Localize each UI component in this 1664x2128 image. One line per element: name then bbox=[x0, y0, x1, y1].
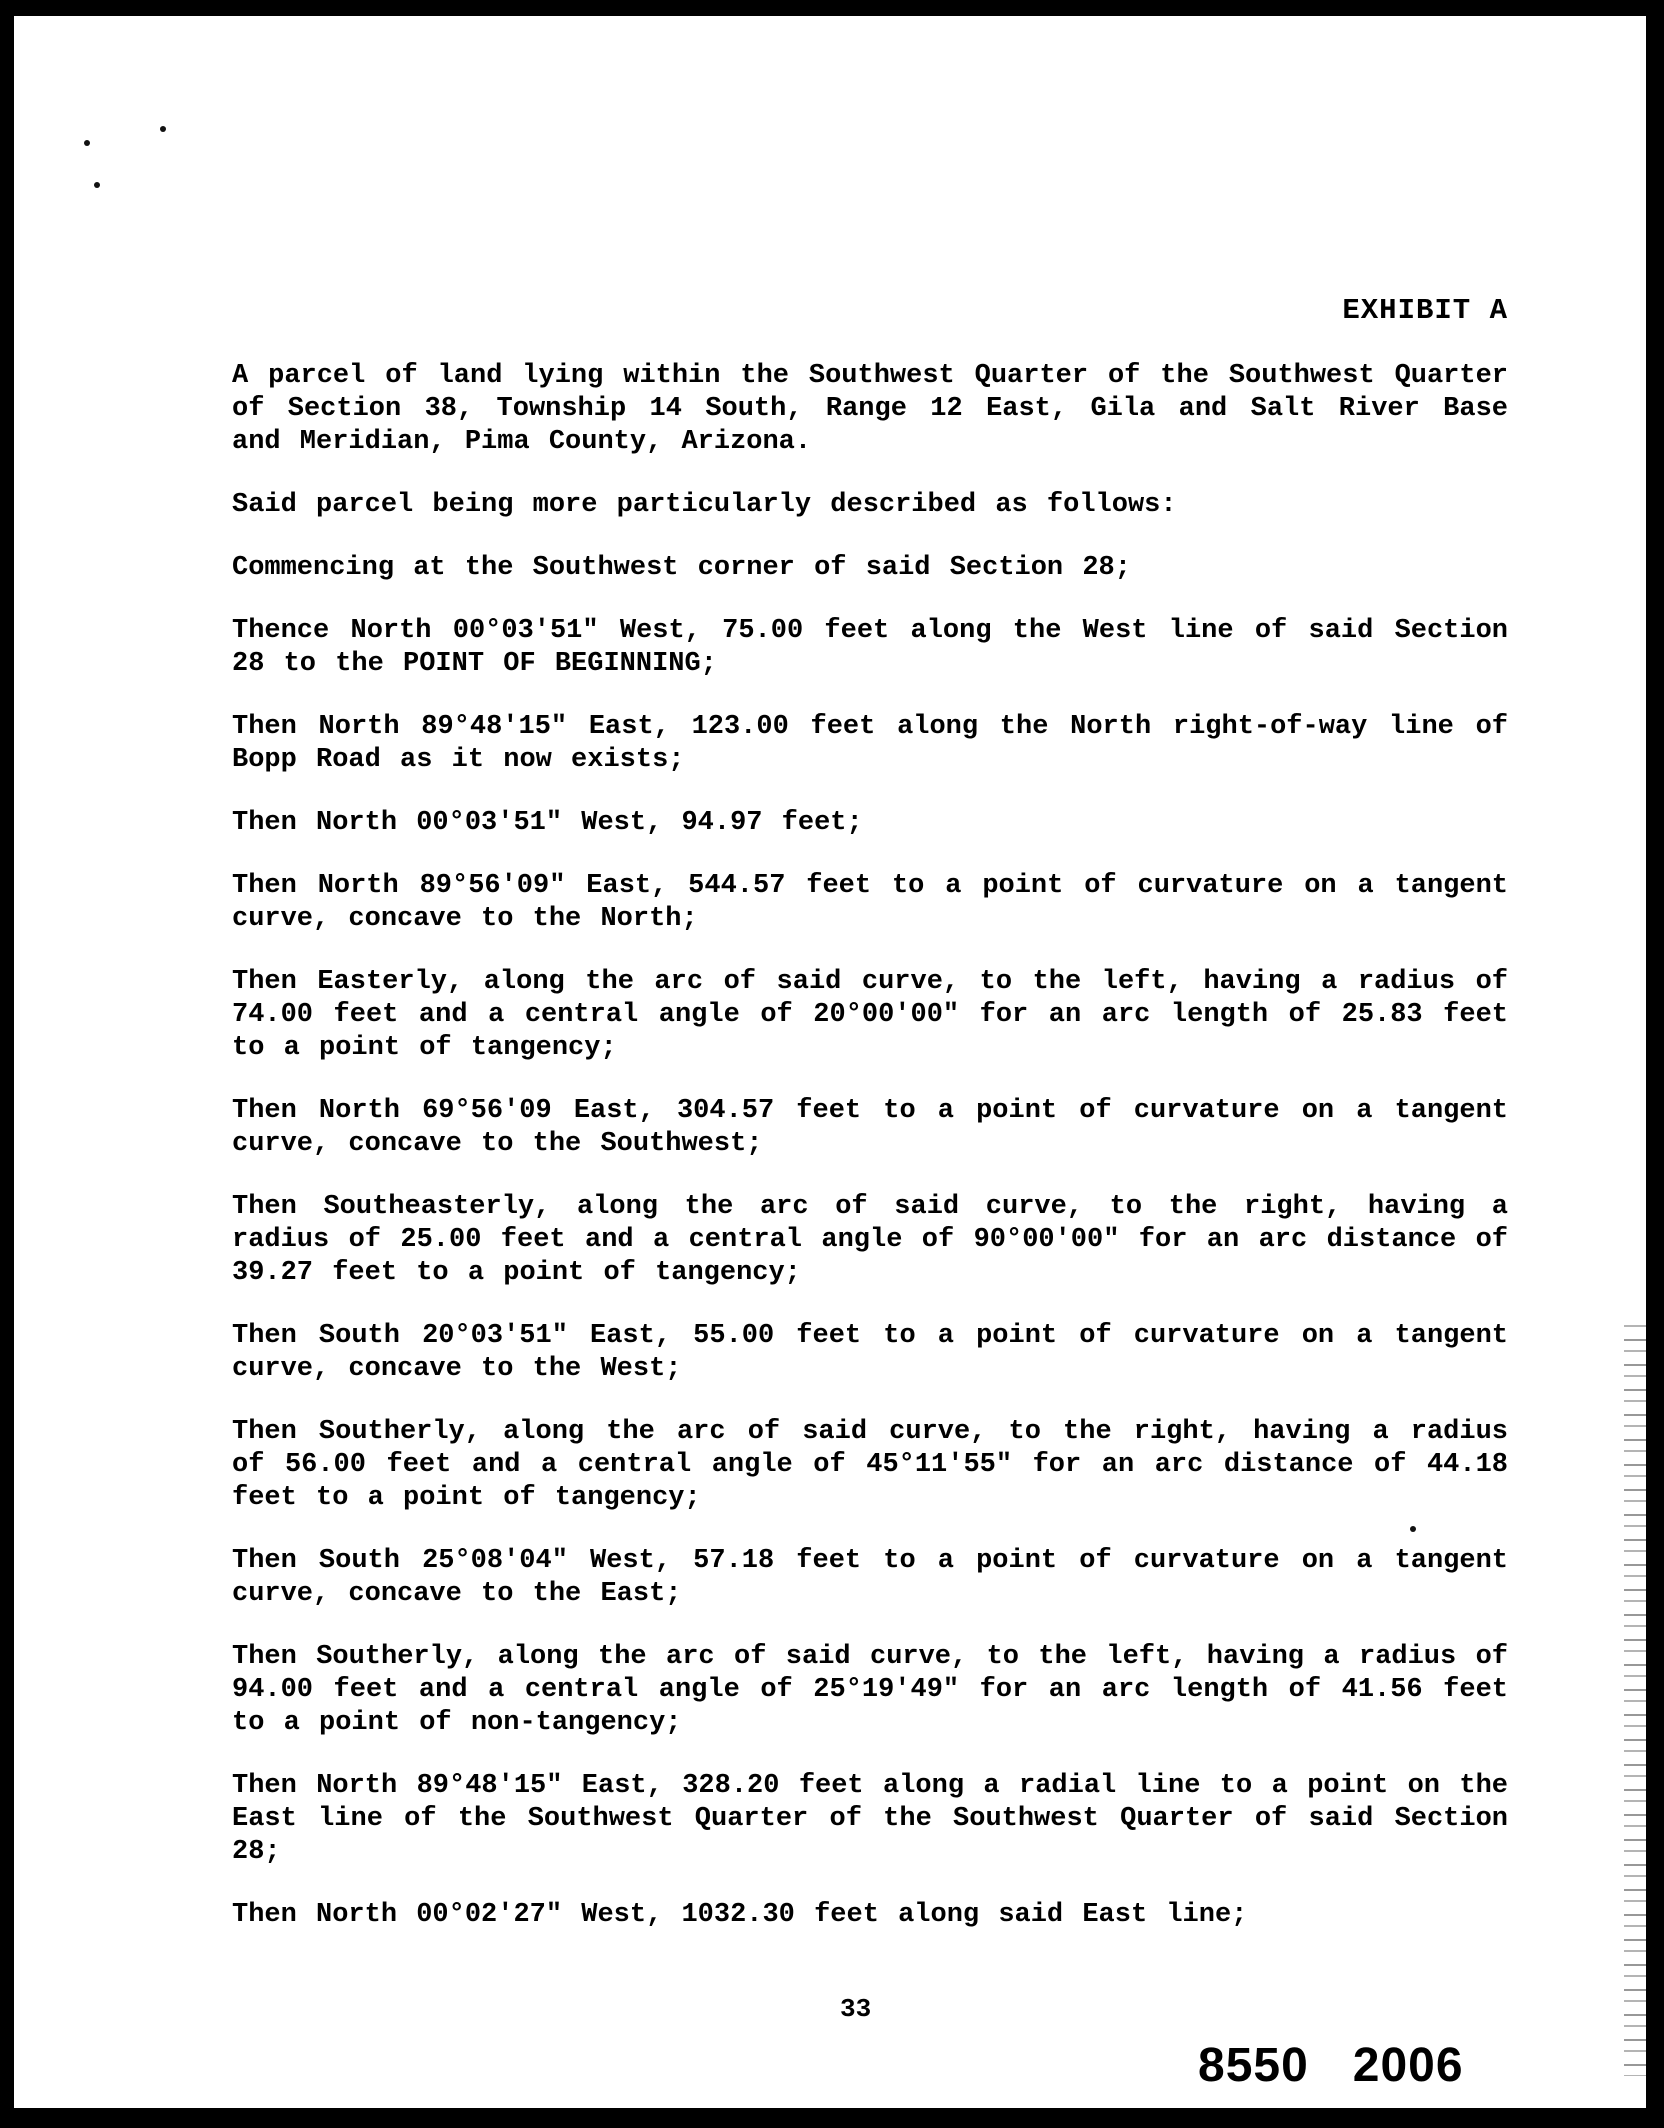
paragraph-course: Then North 00°03'51" West, 94.97 feet; bbox=[232, 808, 863, 838]
scan-edge-noise bbox=[1624, 1316, 1646, 2076]
scan-speck bbox=[160, 126, 166, 132]
paragraph-course: Then North 89°56'09" East, 544.57 feet to a point of curvature on a tangent curve, concave to the North; bbox=[232, 871, 1508, 934]
docket-number bbox=[1198, 2038, 1508, 2093]
document-sheet bbox=[14, 16, 1646, 2108]
scan-speck bbox=[94, 182, 100, 188]
paragraph-point-of-beginning: Thence North 00°03'51" West, 75.00 feet along the West line of said Section 28 to the POINT OF BEGINNING; bbox=[232, 616, 1508, 679]
paragraph-course: Then North 00°02'27" West, 1032.30 feet along said East line; bbox=[232, 1900, 1248, 1930]
paragraph-course: Then Southeasterly, along the arc of said curve, to the right, having a radius of 25.00 feet and a central angle of 90°00'00" for an arc distance of 39.27 feet to a point of tangency; bbox=[232, 1192, 1508, 1288]
docket-page: 2006 bbox=[1352, 2039, 1464, 2092]
exhibit-heading: EXHIBIT A bbox=[1342, 294, 1508, 327]
legal-description bbox=[232, 360, 1508, 1962]
paragraph-parcel-location: A parcel of land lying within the Southwest Quarter of the Southwest Quarter of Section 38, Township 14 South, Range 12 East, Gila and Salt River Base and Meridian, Pima County, Arizona. bbox=[232, 361, 1508, 457]
paragraph-course: Then North 69°56'09 East, 304.57 feet to a point of curvature on a tangent curve, concave to the Southwest; bbox=[232, 1096, 1508, 1159]
scan-speck bbox=[84, 140, 90, 146]
page-number: 33 bbox=[840, 1994, 872, 2024]
paragraph-course: Then North 89°48'15" East, 123.00 feet along the North right-of-way line of Bopp Road as it now exists; bbox=[232, 712, 1508, 775]
paragraph-course: Then Easterly, along the arc of said curve, to the left, having a radius of 74.00 feet and a central angle of 20°00'00" for an arc length of 25.83 feet to a point of tangency; bbox=[232, 967, 1508, 1063]
paragraph-course: Then Southerly, along the arc of said curve, to the right, having a radius of 56.00 feet and a central angle of 45°11'55" for an arc distance of 44.18 feet to a point of tangency; bbox=[232, 1417, 1508, 1513]
paragraph-description-intro: Said parcel being more particularly described as follows: bbox=[232, 490, 1177, 520]
paragraph-course: Then South 25°08'04" West, 57.18 feet to a point of curvature on a tangent curve, concave to the East; bbox=[232, 1546, 1508, 1609]
paragraph-course: Then South 20°03'51" East, 55.00 feet to a point of curvature on a tangent curve, concave to the West; bbox=[232, 1321, 1508, 1384]
docket-book: 8550 bbox=[1198, 2039, 1309, 2092]
paragraph-course: Then Southerly, along the arc of said curve, to the left, having a radius of 94.00 feet and a central angle of 25°19'49" for an arc length of 41.56 feet to a point of non-tangency; bbox=[232, 1642, 1508, 1738]
paragraph-course: Then North 89°48'15" East, 328.20 feet along a radial line to a point on the East line of the Southwest Quarter of the Southwest Quarter of said Section 28; bbox=[232, 1771, 1508, 1867]
paragraph-commencing: Commencing at the Southwest corner of said Section 28; bbox=[232, 553, 1131, 583]
